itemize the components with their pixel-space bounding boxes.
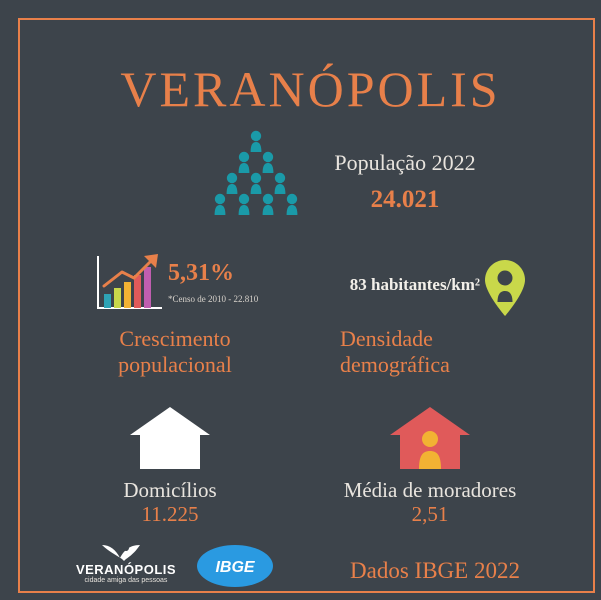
frame-border-top: [18, 18, 595, 20]
svg-text:IBGE: IBGE: [215, 559, 255, 576]
map-pin-icon: [482, 258, 528, 320]
density-label: [340, 326, 570, 378]
population-value: 24.021: [370, 186, 440, 213]
households-label: Domicílios: [123, 478, 217, 502]
households-value: 11.225: [141, 502, 199, 526]
density-value: 83 habitantes/km²: [349, 275, 480, 294]
growth-label-line1: Crescimento: [119, 326, 231, 351]
page-title: VERANÓPOLIS: [120, 61, 501, 117]
ibge-logo: [196, 544, 274, 588]
frame-border-bottom: [18, 591, 595, 593]
city-logo: [66, 542, 186, 590]
population-label: População 2022: [334, 150, 476, 175]
growth-label-line2: populacional: [118, 352, 232, 377]
residents-value: 2,51: [411, 502, 449, 526]
growth-label: [60, 326, 290, 378]
veranopolis-bird-icon: [66, 542, 186, 562]
house-white-icon: [128, 405, 212, 471]
density-label-line2: demográfica: [340, 352, 450, 377]
growth-note: *Censo de 2010 - 22.810: [168, 294, 259, 304]
house-person-red-icon: [388, 405, 472, 471]
bar-chart-arrow-up-icon: [88, 250, 168, 320]
residents-label: Média de moradores: [343, 478, 517, 502]
city-logo-name: VERANÓPOLIS: [75, 562, 177, 577]
city-logo-tagline: cidade amiga das pessoas: [84, 577, 168, 584]
source-text: Dados IBGE 2022: [350, 558, 520, 583]
growth-value: 5,31%: [168, 260, 234, 286]
density-label-line1: Densidade: [340, 326, 433, 351]
